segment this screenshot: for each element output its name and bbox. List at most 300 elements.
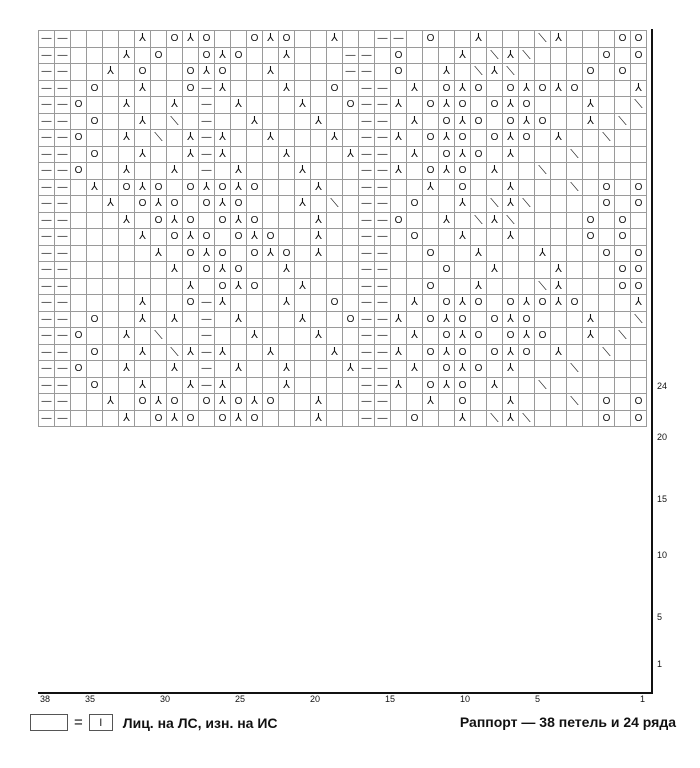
chart-cell bbox=[343, 262, 359, 279]
chart-cell bbox=[231, 97, 247, 114]
cell-symbol-purl: — bbox=[393, 33, 404, 44]
chart-cell bbox=[327, 163, 343, 180]
cell-symbol-dd: ⅄ bbox=[491, 263, 498, 275]
cell-symbol-blank bbox=[391, 147, 406, 163]
chart-cell bbox=[39, 113, 55, 130]
cell-symbol-dd: ⅄ bbox=[395, 98, 402, 110]
cell-symbol-blank bbox=[631, 361, 646, 377]
chart-cell bbox=[215, 64, 231, 81]
cell-symbol-blank bbox=[327, 147, 342, 163]
chart-cell bbox=[503, 344, 519, 361]
repeat-note: Раппорт — 38 петель и 24 ряда bbox=[459, 714, 676, 730]
cell-symbol-blank bbox=[615, 130, 630, 146]
cell-symbol-blank bbox=[423, 81, 438, 97]
legend-equals: = bbox=[74, 714, 83, 731]
chart-cell bbox=[391, 394, 407, 411]
cell-symbol-ssk: ⟍ bbox=[490, 196, 499, 210]
chart-cell bbox=[231, 344, 247, 361]
cell-symbol-purl: — bbox=[57, 49, 68, 61]
cell-symbol-dd: ⅄ bbox=[187, 279, 194, 292]
chart-cell bbox=[423, 47, 439, 64]
chart-cell bbox=[615, 344, 631, 361]
chart-cell bbox=[103, 113, 119, 130]
cell-symbol-blank bbox=[391, 394, 406, 410]
cell-symbol-dd: ⅄ bbox=[267, 65, 274, 77]
chart-cell bbox=[519, 97, 535, 114]
cell-symbol-blank bbox=[423, 64, 438, 80]
chart-grid bbox=[38, 30, 647, 427]
cell-symbol-blank bbox=[87, 279, 102, 295]
cell-symbol-dd: ⅄ bbox=[219, 197, 226, 209]
cell-symbol-dd: ⅄ bbox=[459, 197, 466, 209]
cell-symbol-blank bbox=[311, 361, 326, 377]
chart-cell bbox=[295, 97, 311, 114]
chart-cell bbox=[391, 163, 407, 180]
chart-row bbox=[39, 262, 647, 279]
cell-symbol-blank bbox=[295, 213, 310, 229]
cell-symbol-yo: O bbox=[186, 82, 195, 94]
cell-symbol-blank bbox=[87, 97, 102, 113]
cell-symbol-blank bbox=[599, 328, 614, 344]
chart-cell bbox=[215, 245, 231, 262]
chart-cell bbox=[423, 394, 439, 411]
chart-cell bbox=[167, 64, 183, 81]
chart-cell bbox=[39, 262, 55, 279]
cell-symbol-purl: — bbox=[361, 198, 372, 209]
cell-symbol-blank bbox=[215, 97, 230, 113]
cell-symbol-yo: O bbox=[250, 214, 259, 226]
cell-symbol-blank bbox=[551, 411, 566, 427]
cell-symbol-blank bbox=[471, 394, 486, 410]
cell-symbol-dd: ⅄ bbox=[443, 131, 450, 143]
cell-symbol-dd: ⅄ bbox=[123, 411, 130, 424]
cell-symbol-ssk: ⟍ bbox=[538, 163, 547, 177]
cell-symbol-dd: ⅄ bbox=[507, 147, 514, 160]
chart-cell bbox=[535, 130, 551, 147]
chart-cell bbox=[471, 130, 487, 147]
chart-cell bbox=[215, 377, 231, 394]
chart-cell bbox=[535, 179, 551, 196]
cell-symbol-dd: ⅄ bbox=[235, 362, 242, 374]
cell-symbol-blank bbox=[231, 345, 246, 361]
cell-symbol-blank bbox=[263, 295, 278, 311]
chart-cell bbox=[519, 394, 535, 411]
cell-symbol-blank bbox=[119, 262, 134, 278]
chart-cell bbox=[71, 47, 87, 64]
chart-cell bbox=[247, 344, 263, 361]
chart-cell bbox=[391, 344, 407, 361]
chart-cell bbox=[391, 113, 407, 130]
cell-symbol-blank bbox=[551, 328, 566, 344]
chart-cell bbox=[135, 344, 151, 361]
cell-symbol-dd: ⅄ bbox=[171, 98, 178, 110]
chart-cell bbox=[375, 97, 391, 114]
cell-symbol-blank bbox=[295, 229, 310, 245]
chart-row bbox=[39, 113, 647, 130]
chart-cell bbox=[263, 394, 279, 411]
row-label-15: 15 bbox=[657, 494, 668, 504]
cell-symbol-dd: ⅄ bbox=[283, 147, 290, 160]
cell-symbol-blank bbox=[71, 378, 86, 394]
cell-symbol-purl: — bbox=[361, 115, 372, 127]
chart-cell bbox=[519, 410, 535, 427]
chart-cell bbox=[583, 262, 599, 279]
cell-symbol-dd: ⅄ bbox=[139, 32, 146, 44]
cell-symbol-blank bbox=[391, 81, 406, 97]
chart-cell bbox=[279, 163, 295, 180]
chart-cell bbox=[71, 344, 87, 361]
chart-cell bbox=[583, 229, 599, 246]
chart-cell bbox=[583, 80, 599, 97]
cell-symbol-yo: O bbox=[410, 412, 419, 424]
chart-cell bbox=[215, 113, 231, 130]
chart-cell bbox=[327, 311, 343, 328]
cell-symbol-blank bbox=[343, 130, 358, 146]
chart-cell bbox=[103, 31, 119, 48]
chart-cell bbox=[631, 163, 647, 180]
cell-symbol-purl: — bbox=[361, 396, 372, 407]
cell-symbol-blank bbox=[487, 114, 502, 130]
cell-symbol-yo: O bbox=[250, 247, 259, 259]
cell-symbol-blank bbox=[343, 229, 358, 245]
chart-cell bbox=[631, 130, 647, 147]
cell-symbol-blank bbox=[487, 295, 502, 311]
chart-cell bbox=[503, 47, 519, 64]
cell-symbol-dd: ⅄ bbox=[219, 345, 226, 358]
chart-row bbox=[39, 64, 647, 81]
chart-cell bbox=[519, 212, 535, 229]
chart-cell bbox=[503, 146, 519, 163]
cell-symbol-yo: O bbox=[458, 396, 467, 407]
chart-cell bbox=[231, 179, 247, 196]
chart-cell bbox=[119, 80, 135, 97]
cell-symbol-yo: O bbox=[490, 99, 499, 110]
cell-symbol-dd: ⅄ bbox=[395, 312, 402, 325]
cell-symbol-dd: ⅄ bbox=[411, 81, 418, 94]
cell-symbol-purl: — bbox=[377, 181, 388, 193]
chart-cell bbox=[87, 113, 103, 130]
chart-cell bbox=[503, 361, 519, 378]
cell-symbol-dd: ⅄ bbox=[555, 345, 562, 358]
chart-cell bbox=[471, 410, 487, 427]
cell-symbol-blank bbox=[519, 229, 534, 245]
chart-cell bbox=[391, 229, 407, 246]
chart-cell bbox=[487, 245, 503, 262]
chart-cell bbox=[567, 97, 583, 114]
cell-symbol-blank bbox=[439, 229, 454, 245]
chart-cell bbox=[151, 146, 167, 163]
cell-symbol-purl: — bbox=[361, 247, 372, 259]
chart-cell bbox=[39, 31, 55, 48]
cell-symbol-purl: — bbox=[41, 99, 52, 110]
cell-symbol-blank bbox=[295, 328, 310, 344]
chart-cell bbox=[295, 377, 311, 394]
chart-cell bbox=[327, 64, 343, 81]
chart-cell bbox=[151, 262, 167, 279]
chart-cell bbox=[199, 196, 215, 213]
chart-cell bbox=[135, 328, 151, 345]
cell-symbol-blank bbox=[631, 213, 646, 229]
cell-symbol-dd: ⅄ bbox=[523, 296, 530, 308]
cell-symbol-yo: O bbox=[442, 363, 451, 374]
cell-symbol-blank bbox=[583, 361, 598, 377]
cell-symbol-yo: O bbox=[250, 181, 259, 193]
chart-cell bbox=[39, 344, 55, 361]
cell-symbol-yo: O bbox=[170, 396, 179, 407]
cell-symbol-blank bbox=[535, 361, 550, 377]
cell-symbol-yo: O bbox=[538, 82, 547, 94]
chart-cell bbox=[375, 262, 391, 279]
cell-symbol-dd: ⅄ bbox=[299, 279, 306, 292]
cell-symbol-blank bbox=[263, 279, 278, 295]
chart-cell bbox=[39, 278, 55, 295]
chart-cell bbox=[343, 212, 359, 229]
cell-symbol-blank bbox=[311, 163, 326, 179]
chart-cell bbox=[391, 328, 407, 345]
cell-symbol-blank bbox=[583, 147, 598, 163]
chart-cell bbox=[103, 295, 119, 312]
cell-symbol-blank bbox=[103, 345, 118, 361]
cell-symbol-dd: ⅄ bbox=[123, 164, 130, 176]
chart-cell bbox=[359, 179, 375, 196]
chart-cell bbox=[439, 394, 455, 411]
cell-symbol-blank bbox=[567, 130, 582, 146]
cell-symbol-blank bbox=[119, 246, 134, 262]
cell-symbol-blank bbox=[343, 378, 358, 394]
cell-symbol-yo: O bbox=[442, 82, 451, 94]
cell-symbol-yo: O bbox=[410, 231, 419, 242]
cell-symbol-blank bbox=[615, 295, 630, 311]
chart-cell bbox=[103, 394, 119, 411]
chart-cell bbox=[503, 179, 519, 196]
cell-symbol-blank bbox=[247, 295, 262, 311]
cell-symbol-dd: ⅄ bbox=[459, 147, 466, 160]
chart-cell bbox=[551, 344, 567, 361]
chart-row bbox=[39, 361, 647, 378]
chart-cell bbox=[119, 361, 135, 378]
cell-symbol-dd: ⅄ bbox=[491, 65, 498, 77]
chart-cell bbox=[87, 64, 103, 81]
chart-cell bbox=[567, 377, 583, 394]
cell-symbol-blank bbox=[279, 312, 294, 328]
cell-symbol-dd: ⅄ bbox=[219, 48, 226, 61]
cell-symbol-blank bbox=[119, 81, 134, 97]
chart-cell bbox=[71, 394, 87, 411]
legend bbox=[30, 714, 278, 731]
cell-symbol-blank bbox=[599, 163, 614, 179]
chart-cell bbox=[583, 146, 599, 163]
chart-cell bbox=[135, 179, 151, 196]
cell-symbol-dd: ⅄ bbox=[539, 246, 546, 259]
chart-cell bbox=[39, 80, 55, 97]
chart-cell bbox=[55, 295, 71, 312]
cell-symbol-blank bbox=[231, 31, 246, 47]
cell-symbol-blank bbox=[487, 180, 502, 196]
legend-knit-cell-icon: I bbox=[89, 714, 113, 731]
cell-symbol-blank bbox=[327, 411, 342, 427]
cell-symbol-blank bbox=[343, 295, 358, 311]
cell-symbol-purl: — bbox=[361, 379, 372, 391]
chart-cell bbox=[631, 344, 647, 361]
chart-cell bbox=[631, 113, 647, 130]
chart-row bbox=[39, 146, 647, 163]
chart-cell bbox=[135, 361, 151, 378]
cell-symbol-blank bbox=[359, 31, 374, 47]
chart-cell bbox=[519, 361, 535, 378]
chart-cell bbox=[151, 377, 167, 394]
cell-symbol-yo: O bbox=[138, 198, 147, 209]
chart-cell bbox=[599, 31, 615, 48]
chart-cell bbox=[215, 163, 231, 180]
cell-symbol-purl: — bbox=[377, 214, 388, 226]
cell-symbol-blank bbox=[423, 196, 438, 212]
cell-symbol-yo: O bbox=[394, 66, 403, 77]
cell-symbol-blank bbox=[551, 246, 566, 262]
chart-cell bbox=[375, 377, 391, 394]
chart-cell bbox=[599, 130, 615, 147]
chart-cell bbox=[151, 278, 167, 295]
cell-symbol-purl: — bbox=[361, 214, 372, 226]
cell-symbol-yo: O bbox=[426, 346, 435, 358]
chart-cell bbox=[599, 47, 615, 64]
chart-cell bbox=[55, 212, 71, 229]
chart-cell bbox=[263, 196, 279, 213]
chart-cell bbox=[599, 163, 615, 180]
cell-symbol-blank bbox=[215, 328, 230, 344]
cell-symbol-blank bbox=[263, 411, 278, 427]
cell-symbol-yo: O bbox=[522, 346, 531, 358]
chart-cell bbox=[327, 394, 343, 411]
cell-symbol-purl: — bbox=[201, 99, 212, 110]
cell-symbol-blank bbox=[583, 48, 598, 64]
chart-cell bbox=[199, 344, 215, 361]
chart-cell bbox=[535, 394, 551, 411]
chart-cell bbox=[567, 278, 583, 295]
cell-symbol-dd: ⅄ bbox=[139, 345, 146, 358]
cell-symbol-yo: O bbox=[490, 346, 499, 358]
cell-symbol-yo: O bbox=[634, 264, 643, 275]
chart-cell bbox=[167, 361, 183, 378]
repeat-boundary-bottom bbox=[38, 692, 653, 694]
chart-cell bbox=[327, 47, 343, 64]
cell-symbol-yo: O bbox=[602, 49, 611, 61]
chart-cell bbox=[39, 295, 55, 312]
cell-symbol-blank bbox=[167, 180, 182, 196]
cell-symbol-blank bbox=[551, 114, 566, 130]
cell-symbol-blank bbox=[167, 130, 182, 146]
cell-symbol-blank bbox=[615, 312, 630, 328]
cell-symbol-dd: ⅄ bbox=[459, 411, 466, 424]
chart-cell bbox=[567, 245, 583, 262]
chart-cell bbox=[87, 212, 103, 229]
cell-symbol-blank bbox=[615, 48, 630, 64]
chart-cell bbox=[375, 410, 391, 427]
chart-cell bbox=[103, 377, 119, 394]
chart-cell bbox=[551, 361, 567, 378]
cell-symbol-dd: ⅄ bbox=[411, 329, 418, 341]
chart-cell bbox=[503, 262, 519, 279]
chart-cell bbox=[583, 410, 599, 427]
chart-cell bbox=[583, 344, 599, 361]
chart-cell bbox=[263, 212, 279, 229]
chart-cell bbox=[407, 97, 423, 114]
cell-symbol-yo: O bbox=[506, 297, 515, 308]
cell-symbol-dd: ⅄ bbox=[555, 81, 562, 94]
cell-symbol-yo: O bbox=[218, 280, 227, 292]
cell-symbol-blank bbox=[567, 328, 582, 344]
chart-cell bbox=[631, 229, 647, 246]
chart-cell bbox=[455, 64, 471, 81]
chart-cell bbox=[615, 113, 631, 130]
cell-symbol-blank bbox=[119, 31, 134, 47]
cell-symbol-blank bbox=[551, 394, 566, 410]
cell-symbol-dd: ⅄ bbox=[475, 246, 482, 259]
cell-symbol-purl: — bbox=[41, 330, 52, 341]
cell-symbol-dd: ⅄ bbox=[107, 65, 114, 77]
chart-cell bbox=[55, 31, 71, 48]
cell-symbol-yo: O bbox=[154, 181, 163, 193]
cell-symbol-purl: — bbox=[41, 115, 52, 127]
cell-symbol-blank bbox=[535, 48, 550, 64]
cell-symbol-yo: O bbox=[474, 330, 483, 341]
chart-cell bbox=[183, 47, 199, 64]
chart-cell bbox=[503, 130, 519, 147]
chart-cell bbox=[423, 97, 439, 114]
cell-symbol-dd: ⅄ bbox=[315, 246, 322, 259]
cell-symbol-blank bbox=[327, 163, 342, 179]
cell-symbol-ssk: ⟍ bbox=[570, 361, 579, 375]
cell-symbol-blank bbox=[87, 48, 102, 64]
chart-cell bbox=[183, 278, 199, 295]
cell-symbol-purl: — bbox=[377, 396, 388, 407]
cell-symbol-yo: O bbox=[202, 49, 211, 61]
cell-symbol-blank bbox=[391, 114, 406, 130]
cell-symbol-blank bbox=[599, 147, 614, 163]
chart-cell bbox=[423, 262, 439, 279]
cell-symbol-ssk: ⟍ bbox=[170, 113, 179, 128]
chart-cell bbox=[71, 229, 87, 246]
cell-symbol-purl: — bbox=[57, 165, 68, 176]
cell-symbol-blank bbox=[71, 114, 86, 130]
cell-symbol-purl: — bbox=[41, 247, 52, 259]
cell-symbol-purl: — bbox=[377, 330, 388, 341]
chart-cell bbox=[567, 163, 583, 180]
chart-cell bbox=[519, 377, 535, 394]
cell-symbol-purl: — bbox=[377, 412, 388, 424]
cell-symbol-dd: ⅄ bbox=[507, 411, 514, 424]
chart-cell bbox=[423, 377, 439, 394]
chart-cell bbox=[407, 394, 423, 411]
chart-cell bbox=[215, 31, 231, 48]
cell-symbol-purl: — bbox=[57, 231, 68, 242]
cell-symbol-dd: ⅄ bbox=[427, 180, 434, 193]
chart-cell bbox=[615, 394, 631, 411]
chart-cell bbox=[471, 344, 487, 361]
cell-symbol-dd: ⅄ bbox=[251, 395, 258, 407]
chart-cell bbox=[87, 80, 103, 97]
chart-cell bbox=[327, 130, 343, 147]
chart-cell bbox=[71, 146, 87, 163]
cell-symbol-purl: — bbox=[57, 82, 68, 94]
cell-symbol-yo: O bbox=[538, 115, 547, 127]
chart-cell bbox=[519, 262, 535, 279]
chart-cell bbox=[471, 361, 487, 378]
chart-cell bbox=[487, 64, 503, 81]
chart-cell bbox=[535, 361, 551, 378]
chart-cell bbox=[535, 196, 551, 213]
cell-symbol-ssk: ⟍ bbox=[506, 212, 515, 227]
cell-symbol-yo: O bbox=[602, 198, 611, 209]
